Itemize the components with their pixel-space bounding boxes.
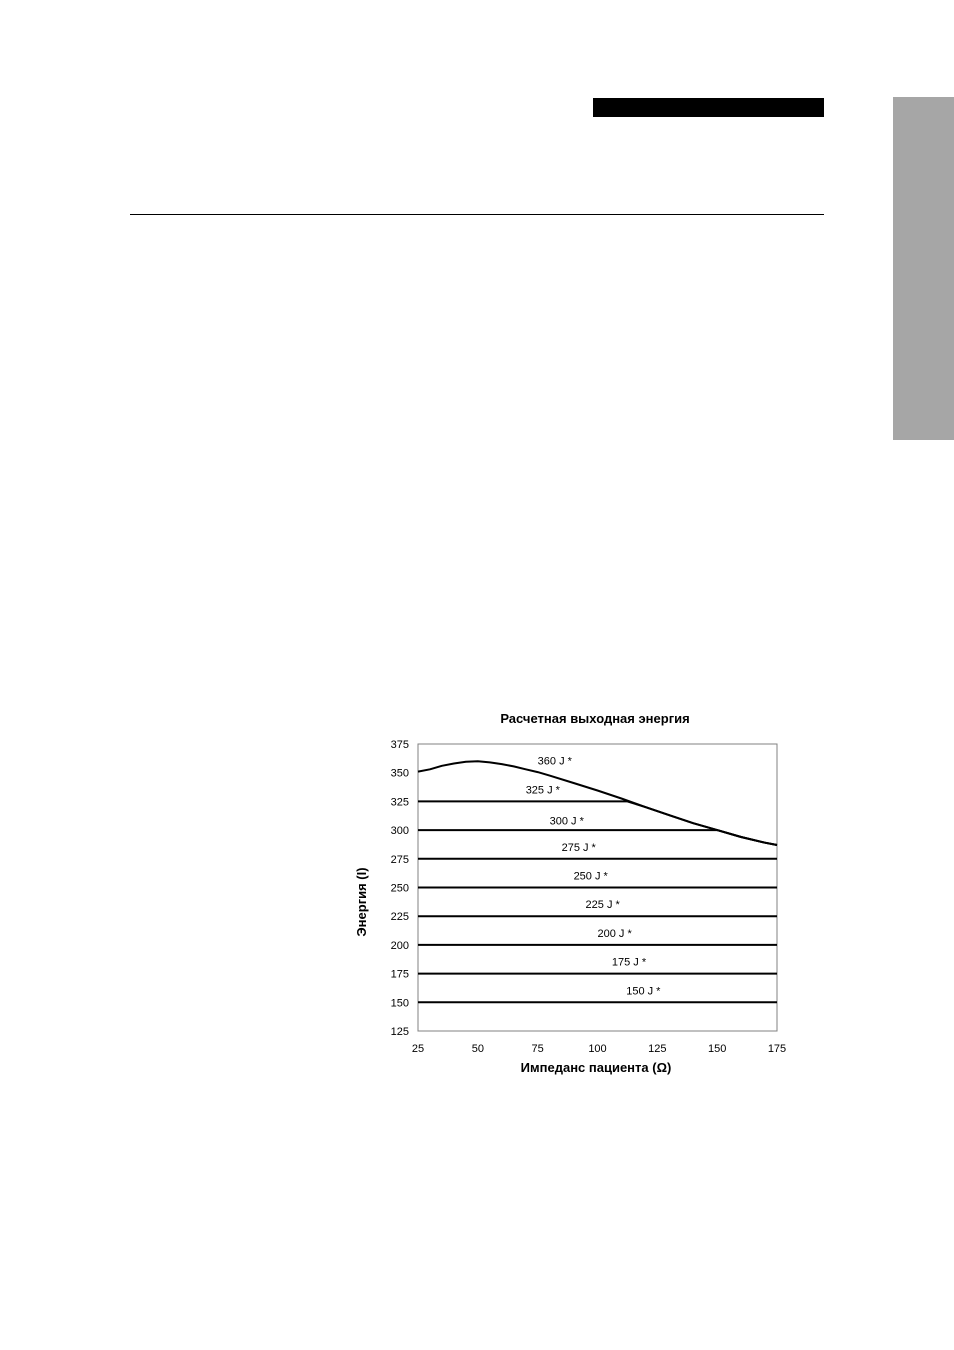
header-bar bbox=[593, 98, 824, 117]
series-label-7: 175 J * bbox=[611, 956, 647, 969]
series-label-5: 225 J * bbox=[585, 899, 620, 912]
y-tick-label-1: 150 bbox=[390, 997, 409, 1010]
y-tick-label-7: 300 bbox=[390, 825, 409, 838]
chart-title: Расчетная выходная энергия bbox=[500, 711, 690, 726]
y-tick-label-5: 250 bbox=[390, 882, 409, 895]
series-label-6: 200 J * bbox=[597, 927, 632, 940]
y-axis-label: Энергия (I) bbox=[354, 867, 369, 937]
series-label-0: 360 J * bbox=[537, 755, 572, 768]
x-tick-label-4: 125 bbox=[648, 1043, 667, 1055]
y-tick-label-8: 325 bbox=[390, 796, 409, 809]
x-tick-label-0: 25 bbox=[411, 1043, 425, 1055]
series-label-4: 250 J * bbox=[573, 870, 608, 883]
series-label-8: 150 J * bbox=[626, 985, 661, 998]
series-label-1: 325 J * bbox=[525, 784, 560, 797]
x-tick-label-5: 150 bbox=[707, 1043, 727, 1055]
y-tick-label-6: 275 bbox=[390, 853, 409, 866]
y-tick-label-9: 350 bbox=[390, 767, 409, 780]
x-axis-label: Импеданс пациента (Ω) bbox=[520, 1060, 672, 1075]
x-tick-label-1: 50 bbox=[471, 1043, 484, 1055]
series-label-3: 275 J * bbox=[561, 841, 596, 854]
y-tick-label-0: 125 bbox=[390, 1026, 409, 1038]
series-label-2: 300 J * bbox=[549, 815, 584, 828]
x-tick-label-3: 100 bbox=[588, 1043, 607, 1055]
x-tick-label-2: 75 bbox=[531, 1043, 544, 1055]
energy-chart bbox=[340, 700, 800, 1090]
y-tick-label-4: 225 bbox=[390, 911, 409, 924]
y-tick-label-2: 175 bbox=[390, 968, 409, 981]
y-tick-label-3: 200 bbox=[390, 939, 409, 952]
x-tick-label-6: 175 bbox=[767, 1043, 787, 1055]
y-tick-label-10: 375 bbox=[390, 739, 409, 751]
side-tab bbox=[893, 97, 954, 440]
header-rule bbox=[130, 214, 824, 215]
